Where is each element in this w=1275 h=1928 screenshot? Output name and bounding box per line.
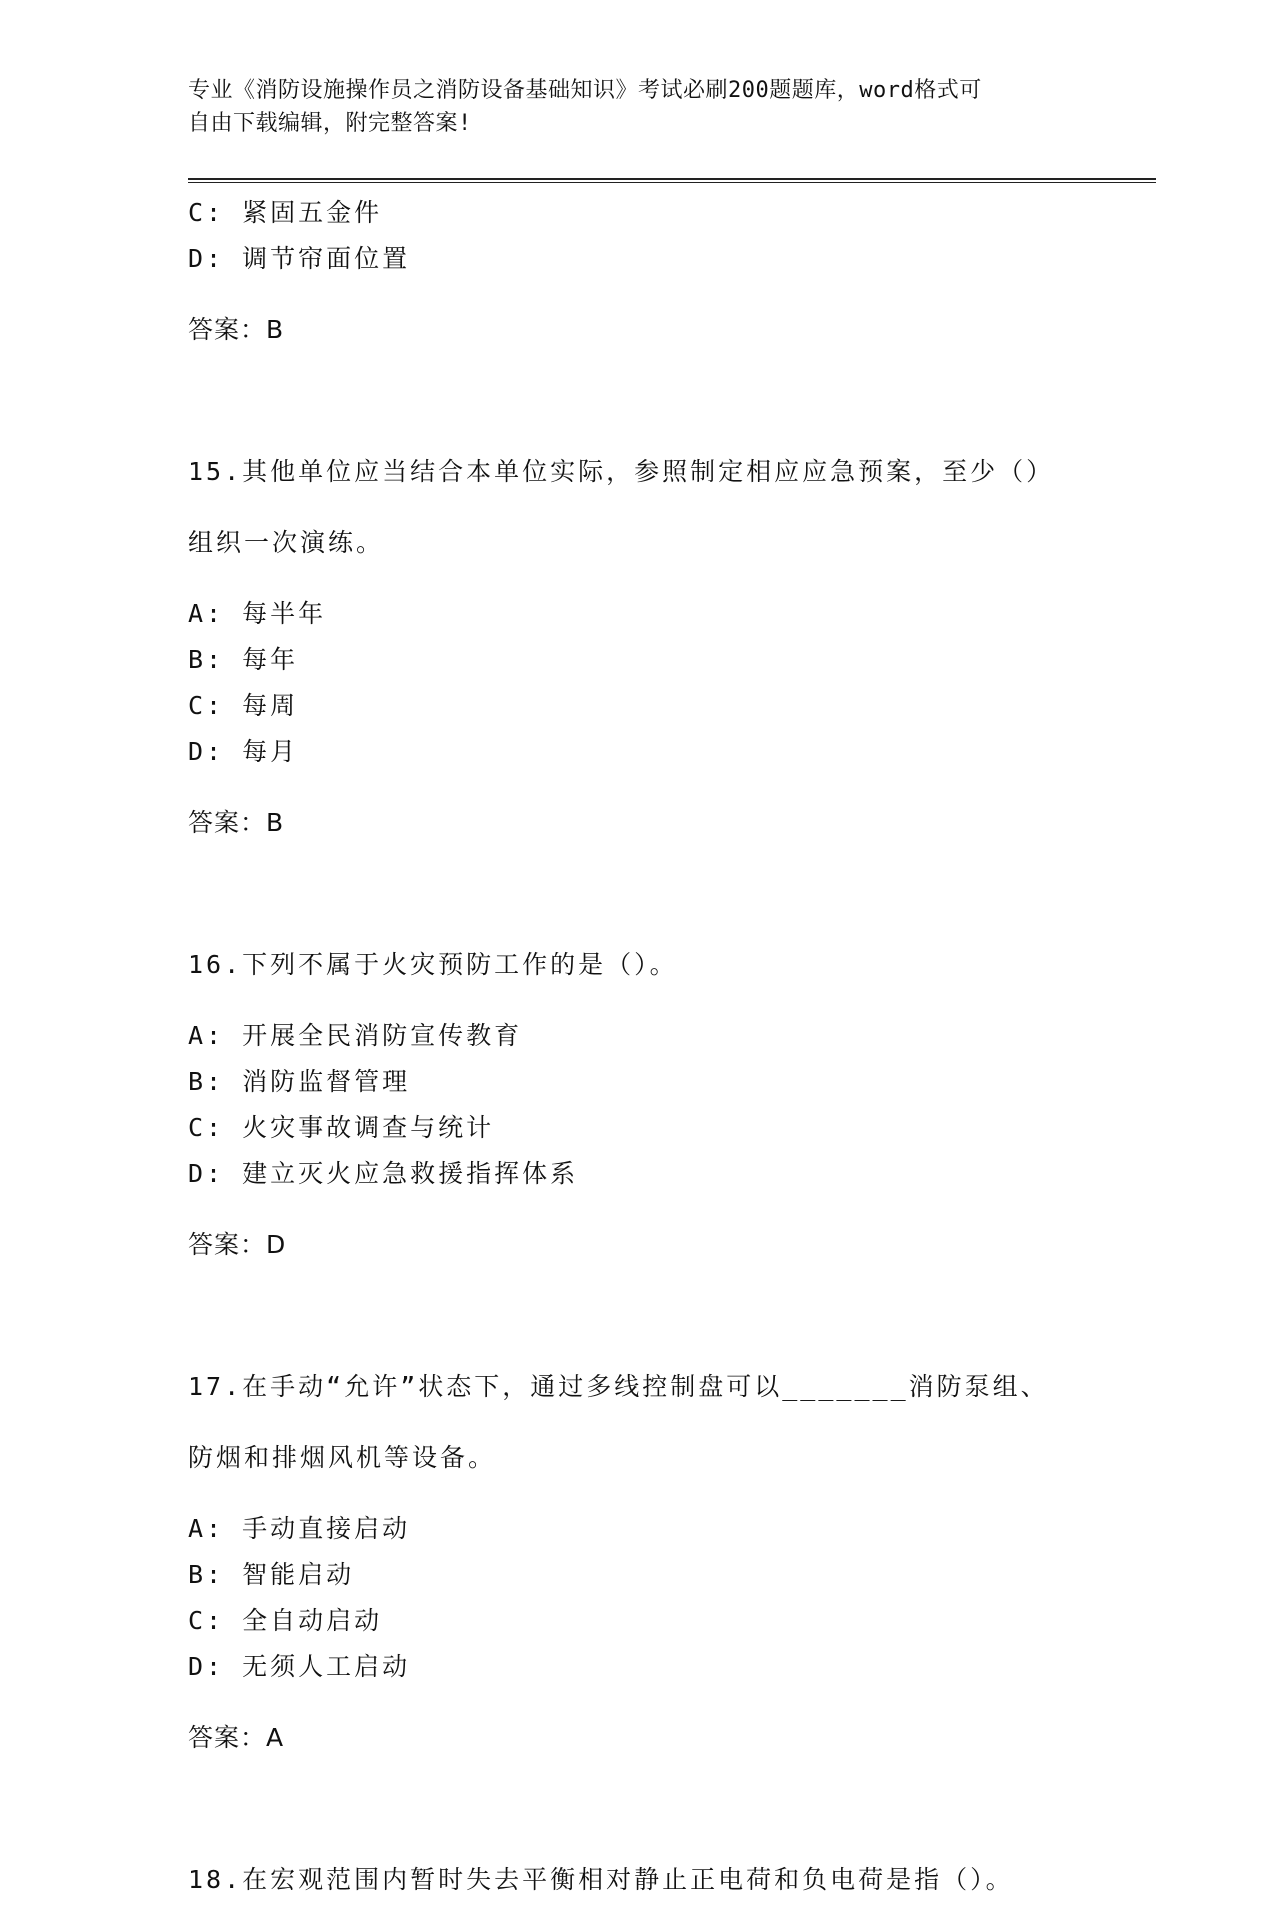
header-line-2: 自由下载编辑，附完整答案! [188, 111, 472, 136]
document-header [188, 74, 1088, 140]
option-c: C: 紧固五金件 [188, 198, 383, 227]
option-c: C: 每周 [188, 691, 299, 720]
spacer [188, 871, 1088, 917]
option-d: D: 建立灭火应急救援指挥体系 [188, 1159, 579, 1188]
option-b: B: 每年 [188, 645, 299, 674]
option-c: C: 全自动启动 [188, 1606, 383, 1635]
question-text-line-1: 17.在手动“允许”状态下，通过多线控制盘可以_______消防泵组、 [188, 1372, 1049, 1401]
option-a: A: 每半年 [188, 599, 327, 628]
option-d: D: 调节帘面位置 [188, 244, 411, 273]
header-line-1: 专业《消防设施操作员之消防设备基础知识》考试必刷200题题库，word格式可 [188, 78, 982, 103]
question-text-line-2: 防烟和排烟风机等设备。 [188, 1443, 497, 1472]
spacer [188, 1293, 1088, 1339]
question-text-line-1: 18.在宏观范围内暂时失去平衡相对静止正电荷和负电荷是指（）。 [188, 1865, 1014, 1894]
document-content [188, 190, 1088, 1928]
question-14-continued [188, 190, 1088, 353]
option-a: A: 开展全民消防宣传教育 [188, 1021, 523, 1050]
question-17 [188, 1364, 1088, 1761]
header-divider [188, 178, 1156, 183]
spacer [188, 378, 1088, 424]
answer: 答案：B [188, 315, 285, 344]
answer: 答案：A [188, 1723, 285, 1752]
option-c: C: 火灾事故调查与统计 [188, 1113, 495, 1142]
option-b: B: 智能启动 [188, 1560, 355, 1589]
question-16 [188, 942, 1088, 1268]
question-text-line-2: 组织一次演练。 [188, 528, 385, 557]
answer: 答案：D [188, 1230, 287, 1259]
question-text-line-1: 15.其他单位应当结合本单位实际，参照制定相应应急预案，至少（） [188, 457, 1055, 486]
spacer [188, 1786, 1088, 1832]
question-15 [188, 449, 1088, 846]
option-b: B: 消防监督管理 [188, 1067, 411, 1096]
option-a: A: 手动直接启动 [188, 1514, 411, 1543]
option-d: D: 无须人工启动 [188, 1652, 411, 1681]
question-text-line-1: 16.下列不属于火灾预防工作的是（）。 [188, 950, 678, 979]
question-18 [188, 1857, 1088, 1903]
option-d: D: 每月 [188, 737, 299, 766]
answer: 答案：B [188, 808, 285, 837]
